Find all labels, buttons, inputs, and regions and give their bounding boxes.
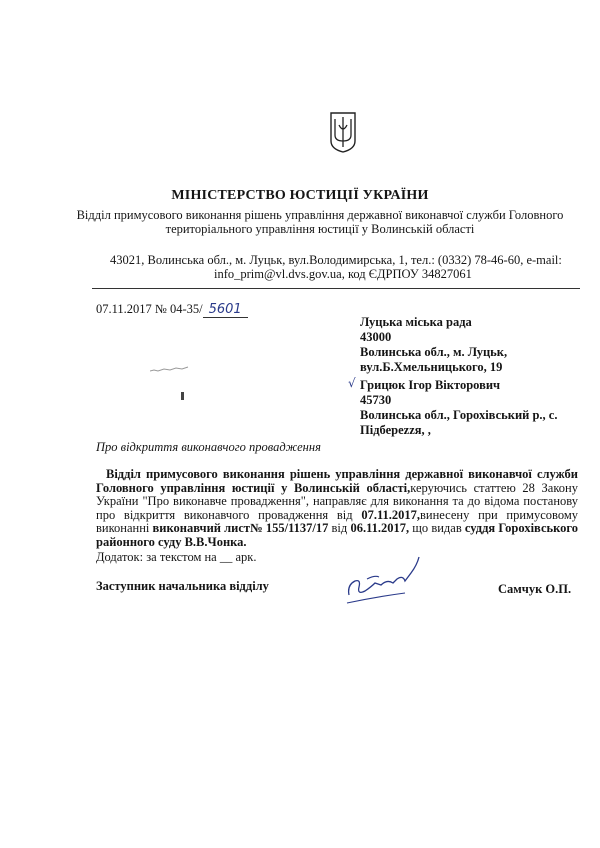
body-part-5: виконавчий лист№ 155/1137/17 <box>152 521 329 536</box>
recipient-2-region: Волинська обл., Горохівський р., с. <box>360 408 558 422</box>
recipient-1-postcode: 43000 <box>360 330 392 344</box>
body-paragraph <box>96 468 578 550</box>
trident-emblem-icon <box>329 111 357 153</box>
recipient-1 <box>360 315 507 375</box>
recipient-1-street: вул.Б.Хмельницького, 19 <box>360 360 503 374</box>
handwritten-number: 5601 <box>203 302 248 318</box>
header-divider <box>92 288 580 289</box>
body-part-1: Відділ примусового виконання рішень управління державної виконавчої служби Головного управління юстиції у Волинській області, <box>96 467 578 495</box>
date-number-text: 07.11.2017 № 04-35/ <box>96 302 203 316</box>
body-part-6: від <box>331 521 351 536</box>
scan-mark <box>181 392 184 400</box>
address-line-1: 43021, Волинська обл., м. Луцьк, вул.Володимирська, 1, тел.: (0332) 78-46-60, e-mail: <box>110 253 562 267</box>
handwritten-signature <box>345 553 435 611</box>
recipient-2 <box>360 378 557 438</box>
department-line-1: Відділ примусового виконання рішень управління державної виконавчої служби Головного <box>76 208 564 222</box>
scan-smudge <box>150 366 190 372</box>
address-block <box>110 253 580 281</box>
body-part-2: керуючись статтею 28 Закону України "Про виконавче провадження", направляє для виконання та до відома постанову про відкриття виконавчого провадження від <box>96 480 578 522</box>
signatory-position: Заступник начальника відділу <box>96 579 269 593</box>
ministry-title: МІНІСТЕРСТВО ЮСТИЦІЇ УКРАЇНИ <box>171 188 429 203</box>
address-line-2: info_prim@vl.dvs.gov.ua, код ЄДРПОУ 34827061 <box>214 267 472 281</box>
subject-line: Про відкриття виконавчого провадження <box>96 440 321 454</box>
recipient-1-name: Луцька міська рада <box>360 315 472 329</box>
body-part-4: винесену при примусовому виконанні <box>96 507 578 536</box>
body-part-8: що видав <box>409 521 465 536</box>
body-part-3: 07.11.2017, <box>361 507 421 522</box>
recipient-1-region: Волинська обл., м. Луцьк, <box>360 345 508 359</box>
department-name <box>60 208 580 236</box>
handwritten-check-mark: √ <box>348 376 356 390</box>
department-line-2: територіального управління юстиції у Волинській області <box>165 222 475 236</box>
signatory-name: Самчук О.П. <box>498 582 572 596</box>
recipient-2-village: Підберezzя, , <box>360 423 431 437</box>
body-part-7: 06.11.2017, <box>350 521 410 536</box>
document-date-number <box>96 302 248 317</box>
body-part-9: суддя Горохівського районного суду В.В.Чонка. <box>96 521 579 549</box>
recipient-2-postcode: 45730 <box>360 393 392 407</box>
recipient-2-name: Грицюк Ігор Вікторович <box>360 378 501 392</box>
attachment-note: Додаток: за текстом на __ арк. <box>96 550 257 564</box>
